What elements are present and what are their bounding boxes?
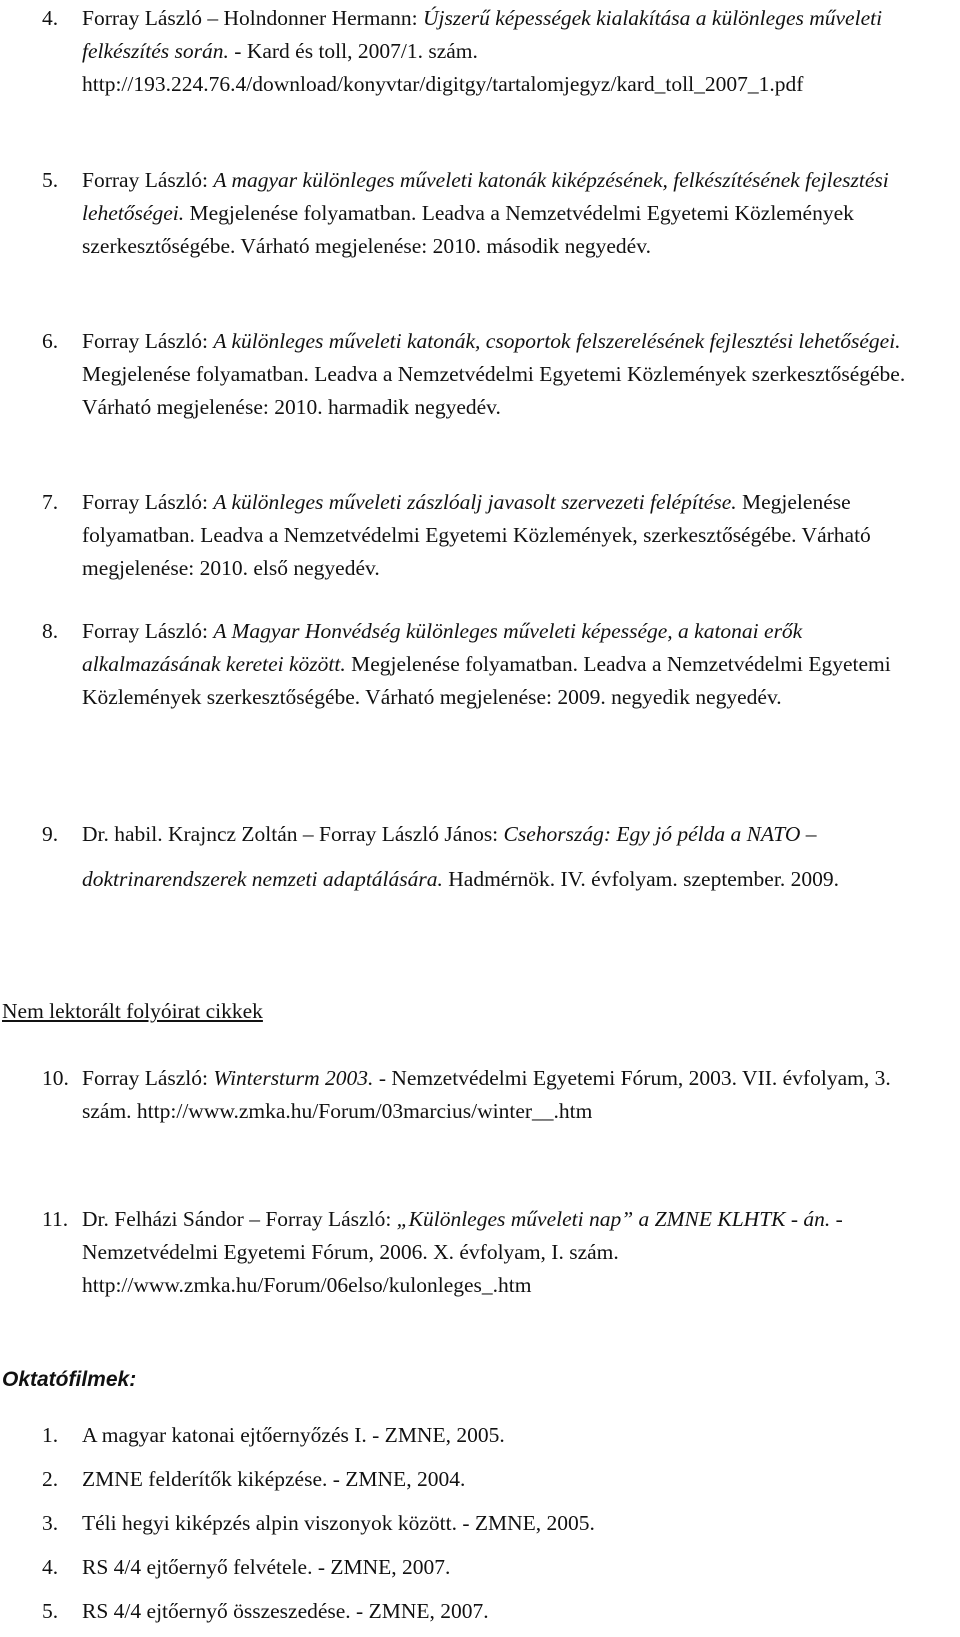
film-text: A magyar katonai ejtőernyőzés I. - ZMNE, 2005. bbox=[82, 1423, 505, 1447]
film-number: 2. bbox=[42, 1467, 59, 1491]
reference-item-8 bbox=[42, 615, 922, 714]
reference-text: Forray László: Wintersturm 2003. - Nemzetvédelmi Egyetemi Fórum, 2003. VII. évfolyam, 3. szám. http://www.zmka.hu/Forum/03marcius/winter__.htm bbox=[82, 1066, 891, 1123]
film-item bbox=[42, 1508, 922, 1538]
reference-number: 4. bbox=[42, 6, 59, 30]
reference-text: Forray László – Holndonner Hermann: Újszerű képességek kialakítása a különleges műveleti felkészítés során. - Kard és toll, 2007/1. szám. http://193.224.76.4/download/konyvtar/digitgy/tartalomjegyz/kard_toll_2007_1.pdf bbox=[82, 6, 883, 96]
reference-item-9 bbox=[42, 812, 922, 902]
reference-item-7 bbox=[42, 486, 922, 585]
reference-item-10 bbox=[42, 1062, 922, 1128]
reference-number: 7. bbox=[42, 490, 59, 514]
reference-text: Dr. habil. Krajncz Zoltán – Forray László János: Csehország: Egy jó példa a NATO –doktrinarendszerek nemzeti adaptálására. Hadmérnök. IV. évfolyam. szeptember. 2009. bbox=[82, 822, 839, 891]
reference-number: 9. bbox=[42, 822, 59, 846]
film-text: RS 4/4 ejtőernyő összeszedése. - ZMNE, 2007. bbox=[82, 1599, 489, 1623]
reference-text: Forray László: A Magyar Honvédség különleges műveleti képessége, a katonai erők alkalmazásának keretei között. Megjelenése folyamatban. Leadva a Nemzetvédelmi Egyetemi Közlemények szerkesztőségébe. Várható megjelenése: 2009. negyedik negyedév. bbox=[82, 619, 891, 709]
film-item bbox=[42, 1596, 922, 1626]
section-heading: Nem lektorált folyóirat cikkek bbox=[2, 999, 263, 1023]
film-number: 3. bbox=[42, 1511, 59, 1535]
film-item bbox=[42, 1552, 922, 1582]
films-heading: Oktatófilmek: bbox=[2, 1368, 137, 1391]
film-text: Téli hegyi kiképzés alpin viszonyok között. - ZMNE, 2005. bbox=[82, 1511, 595, 1535]
reference-item-4 bbox=[42, 2, 922, 101]
reference-number: 11. bbox=[42, 1207, 69, 1231]
reference-number: 6. bbox=[42, 329, 59, 353]
reference-number: 8. bbox=[42, 619, 59, 643]
reference-item-11 bbox=[42, 1203, 922, 1302]
reference-item-6 bbox=[42, 325, 922, 424]
reference-item-5 bbox=[42, 164, 922, 263]
film-item bbox=[42, 1464, 922, 1494]
film-number: 5. bbox=[42, 1599, 59, 1623]
film-text: RS 4/4 ejtőernyő felvétele. - ZMNE, 2007. bbox=[82, 1555, 451, 1579]
film-number: 1. bbox=[42, 1423, 59, 1447]
reference-text: Forray László: A különleges műveleti katonák, csoportok felszerelésének fejlesztési lehetőségei. Megjelenése folyamatban. Leadva a Nemzetvédelmi Egyetemi Közlemények szerkesztőségébe. Várható megjelenése: 2010. harmadik negyedév. bbox=[82, 329, 906, 419]
reference-number: 5. bbox=[42, 168, 59, 192]
reference-text: Dr. Felházi Sándor – Forray László: „Különleges műveleti nap” a ZMNE KLHTK - án. - Nemzetvédelmi Egyetemi Fórum, 2006. X. évfolyam, I. szám. http://www.zmka.hu/Forum/06elso/kulonleges_.htm bbox=[82, 1207, 843, 1297]
film-text: ZMNE felderítők kiképzése. - ZMNE, 2004. bbox=[82, 1467, 466, 1491]
film-item bbox=[42, 1420, 922, 1450]
reference-number: 10. bbox=[42, 1066, 69, 1090]
reference-text: Forray László: A magyar különleges műveleti katonák kiképzésének, felkészítésének fejlesztési lehetőségei. Megjelenése folyamatban. Leadva a Nemzetvédelmi Egyetemi Közlemények szerkesztőségébe. Várható megjelenése: 2010. második negyedév. bbox=[82, 168, 889, 258]
film-number: 4. bbox=[42, 1555, 59, 1579]
reference-text: Forray László: A különleges műveleti zászlóalj javasolt szervezeti felépítése. Megjelenése folyamatban. Leadva a Nemzetvédelmi Egyetemi Közlemények, szerkesztőségébe. Várható megjelenése: 2010. első negyedév. bbox=[82, 490, 871, 580]
